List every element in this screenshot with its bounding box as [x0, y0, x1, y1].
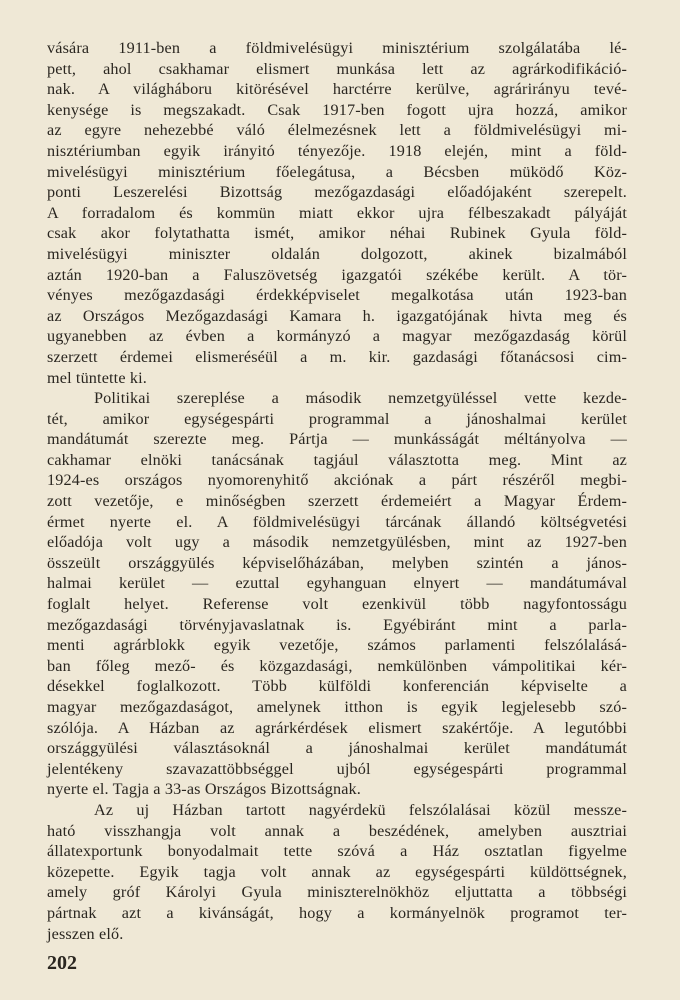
text-line: foglalt helyet. Referense volt ezenkivül több nagyfontosságu: [47, 595, 627, 614]
text-line: vényes mezőgazdasági érdekképviselet megalkotása után 1923-ban: [47, 286, 627, 305]
text-line: szerzett érdemei elismeréséül a m. kir. gazdasági főtanácsosi cim-: [47, 347, 627, 366]
text-line: állatexportunk bonyodalmait tette szóvá a Ház osztatlan figyelme: [47, 842, 627, 861]
text-line: magyar mezőgazdaságot, amelynek itthon is egyik legjelesebb szó-: [47, 698, 627, 716]
text-line: előadója volt ugy a második nemzetgyülésben, mint az 1927-ben: [47, 533, 627, 552]
text-line: amely gróf Károlyi Gyula miniszterelnökhöz eljuttatta a többségi: [47, 883, 627, 902]
text-line: jesszen elő.: [47, 924, 124, 943]
text-line: jelentékeny szavazattöbbséggel ujból egységespárti programmal: [47, 759, 627, 778]
body-text: [47, 38, 627, 944]
text-line: szólója. A Házban az agrárkérdések elismert szakértője. A legutóbbi: [47, 718, 627, 737]
text-line: nyerte el. Tagja a 33-as Országos Bizottságnak.: [47, 780, 361, 799]
text-line: érmet nyerte el. A földmivelésügyi tárcának állandó költségvetési: [47, 512, 627, 531]
text-line: aztán 1920-ban a Faluszövetség igazgatói székébe került. A tör-: [47, 265, 627, 284]
text-line: mezőgazdasági törvényjavaslatnak is. Egyébiránt mint a parla-: [47, 615, 627, 634]
text-line: nisztériumban egyik irányitó tényezője. 1918 elején, mint a föld-: [47, 141, 627, 160]
text-line: csak akor folytathatta ismét, amikor néhai Rubinek Gyula föld-: [47, 224, 627, 243]
text-line: országgyülési választásoknál a jánoshalmai kerület mandátumát: [47, 739, 627, 758]
text-line: tét, amikor egységespárti programmal a jánoshalmai kerület: [47, 409, 627, 428]
text-line: ugyanebben az évben a kormányzó a magyar mezőgazdaság körül: [47, 327, 627, 346]
text-line: mandátumát szerezte meg. Pártja — munkásságát méltányolva —: [47, 430, 627, 449]
page-number: 202: [47, 952, 77, 974]
text-line: Politikai szereplése a második nemzetgyüléssel vette kezde-: [94, 389, 627, 408]
text-line: désekkel foglalkozott. Több külföldi konferencián képviselte a: [47, 677, 627, 696]
text-line: ható visszhangja volt annak a beszédének, amelyben ausztriai: [47, 821, 627, 840]
text-line: mivelésügyi miniszter oldalán dolgozott, akinek bizalmából: [47, 244, 627, 263]
text-line: közepette. Egyik tagja volt annak az egységespárti küldöttségnek,: [47, 862, 627, 881]
text-line: pártnak azt a kivánságát, hogy a kormányelnök programot ter-: [47, 903, 627, 922]
text-line: ponti Leszerelési Bizottság mezőgazdasági előadójaként szerepelt.: [47, 183, 627, 202]
text-line: A forradalom és kommün miatt ekkor ujra félbeszakadt pályáját: [47, 203, 627, 222]
text-line: kenysége is megszakadt. Csak 1917-ben fogott ujra hozzá, amikor: [47, 100, 627, 119]
text-line: menti agrárblokk egyik vezetője, számos parlamenti felszólalásá-: [47, 636, 627, 655]
text-line: Az uj Házban tartott nagyérdekü felszólalásai közül messze-: [94, 800, 627, 819]
text-line: az Országos Mezőgazdasági Kamara h. igazgatójának hivta meg és: [47, 306, 627, 325]
text-line: zott vezetője, e minőségben szerzett érdemeiért a Magyar Érdem-: [47, 492, 627, 511]
text-line: vására 1911-ben a földmivelésügyi minisztérium szolgálatába lé-: [47, 39, 627, 57]
text-line: cakhamar elnöki tanácsának tagjául választotta meg. Mint az: [47, 450, 627, 469]
text-line: 1924-es országos nyomorenyhitő akciónak a párt részéről megbi-: [47, 471, 627, 490]
text-line: nak. A világháboru kitörésével harctérre kerülve, agrárirányu tevé-: [47, 80, 627, 99]
text-line: pett, ahol csakhamar elismert munkása lett az agrárkodifikáció-: [47, 59, 627, 78]
text-line: mivelésügyi minisztérium főelegátusa, a Bécsben müködő Köz-: [47, 162, 627, 181]
text-line: az egyre nehezebbé váló élelmezésnek lett a földmivelésügyi mi-: [47, 121, 627, 140]
text-line: mel tüntette ki.: [47, 368, 147, 387]
text-line: ban főleg mező- és közgazdasági, nemkülönben vámpolitikai kér-: [47, 656, 627, 675]
text-line: halmai kerület — ezuttal egyhanguan elnyert — mandátumával: [47, 574, 627, 593]
text-line: összeült országgyülés képviselőházában, melyben szintén a jános-: [47, 553, 627, 572]
